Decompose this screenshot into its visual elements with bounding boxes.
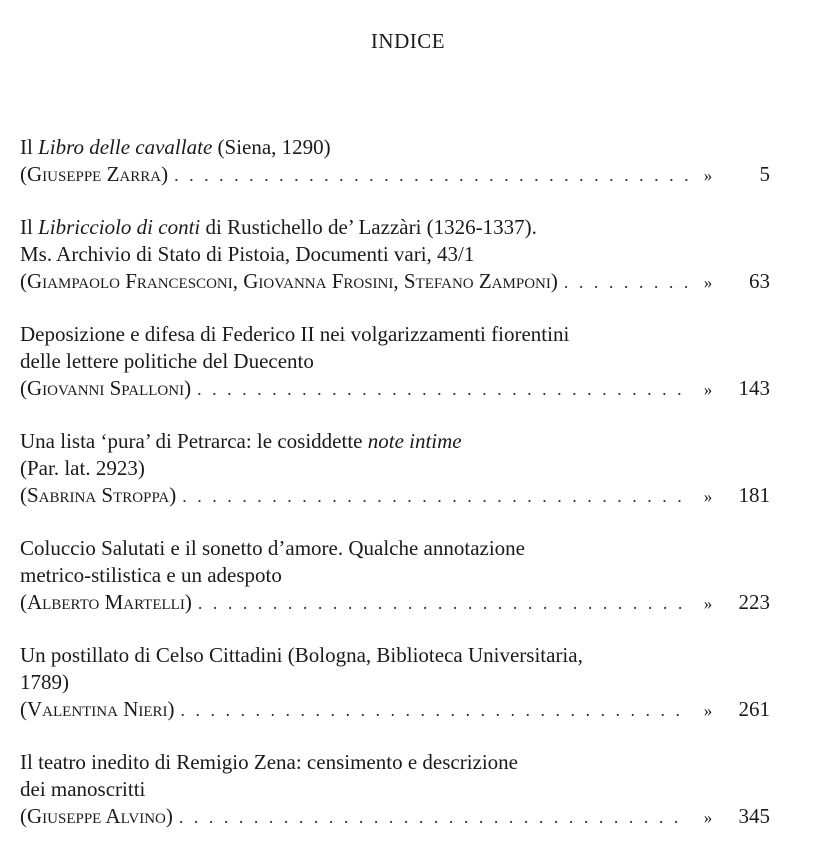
page-separator: » — [703, 487, 713, 506]
dot-leader — [198, 590, 688, 617]
entry-author-row — [20, 375, 770, 403]
toc-entry — [20, 749, 770, 831]
entry-page-number: 5 — [759, 162, 770, 186]
entry-page-number: 143 — [738, 376, 770, 400]
page-separator: » — [703, 273, 713, 292]
dot-leader — [564, 269, 688, 296]
entry-title-line: Il teatro inedito di Remigio Zena: censimento e descrizione — [20, 750, 519, 774]
dot-leader — [174, 162, 688, 189]
entry-title-line: Coluccio Salutati e il sonetto d’amore. Qualche annotazione — [20, 536, 526, 560]
entry-author-row — [20, 482, 770, 510]
entry-title-line: Il Libro delle cavallate (Siena, 1290) — [20, 135, 331, 159]
table-of-contents — [20, 134, 770, 856]
entry-author: (Sabrina Stroppa) — [20, 483, 177, 507]
entry-title-line: 1789) — [20, 670, 69, 694]
dot-leader — [179, 804, 688, 831]
entry-author-row — [20, 268, 770, 296]
toc-entry — [20, 642, 770, 724]
page-title: INDICE — [370, 29, 446, 53]
entry-author: (Giuseppe Alvino) — [20, 804, 173, 828]
toc-entry — [20, 134, 770, 189]
dot-leader — [181, 697, 688, 724]
entry-title-line: Un postillato di Celso Cittadini (Bologna, Biblioteca Universitaria, — [20, 643, 583, 667]
entry-title-line: (Par. lat. 2923) — [20, 456, 145, 480]
entry-author: (Valentina Nieri) — [20, 697, 175, 721]
entry-title-line: delle lettere politiche del Duecento — [20, 349, 314, 373]
toc-entry — [20, 214, 770, 296]
entry-author-row — [20, 589, 770, 617]
page-separator: » — [703, 380, 713, 399]
dot-leader — [197, 376, 688, 403]
page-separator: » — [703, 166, 713, 185]
page-separator: » — [703, 594, 713, 613]
entry-page-number: 345 — [738, 804, 770, 828]
entry-author: (Giampaolo Francesconi, Giovanna Frosini, Stefano Zamponi) — [20, 269, 558, 293]
entry-title-line: metrico-stilistica e un adespoto — [20, 563, 282, 587]
entry-author-row — [20, 696, 770, 724]
toc-entry — [20, 535, 770, 617]
entry-author-row — [20, 161, 770, 189]
entry-title-line: Il Libricciolo di conti di Rustichello de’ Lazzàri (1326-1337). — [20, 215, 537, 239]
page-separator: » — [703, 808, 713, 827]
entry-author: (Alberto Martelli) — [20, 590, 192, 614]
dot-leader — [182, 483, 688, 510]
entry-page-number: 63 — [749, 269, 770, 293]
entry-page-number: 261 — [738, 697, 770, 721]
entry-page-number: 181 — [738, 483, 770, 507]
toc-entry — [20, 428, 770, 510]
entry-title-line: Ms. Archivio di Stato di Pistoia, Documenti vari, 43/1 — [20, 242, 475, 266]
entry-page-number: 223 — [738, 590, 770, 614]
entry-title-line: Una lista ‘pura’ di Petrarca: le cosiddette note intime — [20, 429, 462, 453]
entry-author: (Giuseppe Zarra) — [20, 162, 169, 186]
entry-author-row — [20, 803, 770, 831]
page-separator: » — [703, 701, 713, 720]
entry-title-line: Deposizione e difesa di Federico II nei volgarizzamenti fiorentini — [20, 322, 570, 346]
toc-entry — [20, 321, 770, 403]
entry-author: (Giovanni Spalloni) — [20, 376, 192, 400]
entry-title-line: dei manoscritti — [20, 777, 146, 801]
